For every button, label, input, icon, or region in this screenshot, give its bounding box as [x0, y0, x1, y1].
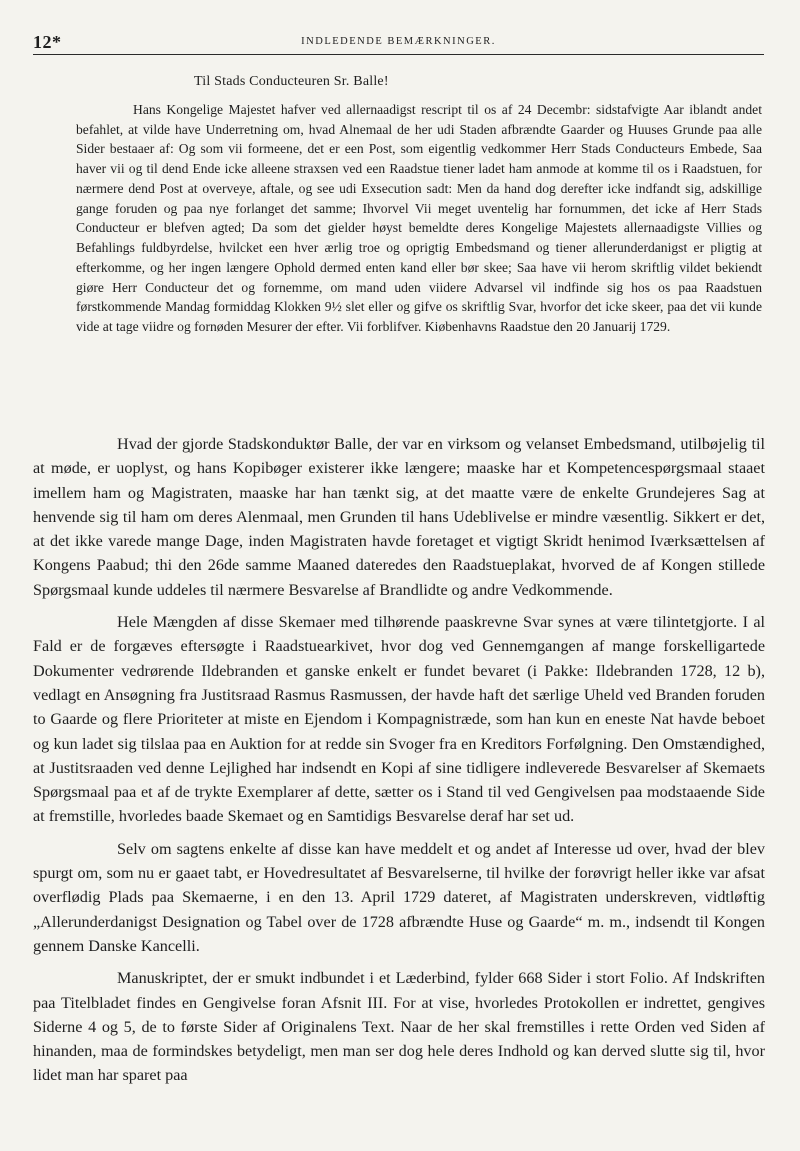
- paragraph: Hvad der gjorde Stadskonduktør Balle, der var en virksom og velanset Embedsmand, utilbøjelig til at møde, er uoplyst, og hans Kopibøger existerer ikke længere; maaske har et Kompetencespørgsmaal staaet imellem ham og Magistraten, maaske har han tænkt sig, at det maatte være de enkelte Grundejeres Sag at henvende sig til ham om deres Alenmaal, men Grunden til hans Udeblivelse er mindre væsentlig. Sikkert er det, at det ikke varede mange Dage, inden Magistraten havde foretaget et vigtigt Skridt henimod Iværksættelsen af Kongens Paabud; thi den 26de samme Maaned dateredes den Raadstueplakat, hvorved de af Kongen stillede Spørgsmaal kunde uddeles til nærmere Besvarelse af Brandlidte og andre Vedkommende.: [33, 435, 765, 599]
- letter-salutation: Til Stads Conducteuren Sr. Balle!: [194, 74, 389, 89]
- paragraph: Manuskriptet, der er smukt indbundet i et Læderbind, fylder 668 Sider i stort Folio. Af Indskriften paa Titelbladet findes en Gengivelse foran Afsnit III. For at vise, hvorledes Protokollen er indrettet, gengives Siderne 4 og 5, de to første Sider af Originalens Text. Naar de her skal fremstilles i rette Orden ved Siden af hinanden, maa de formindskes betydeligt, men man ser dog hele deres Indhold og kan derved slutte sig til, hvor lidet man har sparet paa: [33, 969, 765, 1085]
- letter-body: Hans Kongelige Majestet hafver ved allernaadigst rescript til os af 24 Decembr: sidstafvigte Aar iblandt andet befahlet, at vilde have Underretning om, hvad Alnemaal de her udi Staden afbrændte Gaarder og Huuses Grunde paa alle Sider bestaaer af: Og som vii formeene, det er een Post, som eigentlig vedkommer Herr Stads Conducteurs Embede, Saa haver vii og til dend Ende icke alleene straxsen ved een Raadstue tiener ladet ham anmode at komme til os i Raadstuen, for nærmere dend Post at overveye, aftale, og see udi Exsecution sadt: Men da hand dog derefter icke indfandt sig, adskillige gange foruden og paa nye forlanget det samme; Ihvorvel Vii meget uventelig har fornummen, det icke af Herr Stads Conducteur er blefven agted; Da som det gielder høyst bemeldte deres Kongelige Majestets allernaadigste Villies og Befahlings fuldbyrdelse, hvilcket een hver ærlig troe og oprigtig Embedsmand og tiener allerunderdanigst er pligtig at efterkomme, og her ingen længere Ophold dermed enten kand eller bør skee; Saa have vii herom skriftlig vildet bekiendt giøre Herr Conducteur det og fornemme, om mand uden viidere Advarsel vil indfinde sig hos os paa Raadstuen førstkommende Mandag formiddag Klokken 9½ slet eller og gifve os skriftlig Svar, hvorfor det icke skeer, paa det vii kunde vide at tage viidre og fornøden Mesurer der efter. Vii forblifver. Kiøbenhavns Raadstue den 20 Januarij 1729.: [76, 101, 762, 334]
- page-number: 12*: [33, 32, 62, 52]
- paragraph: Hele Mængden af disse Skemaer med tilhørende paaskrevne Svar synes at være tilintetgjorte. I al Fald er de forgæves eftersøgte i Raadstuearkivet, hvor dog ved Gennemgangen af mange forskelligartede Dokumenter vedrørende Ildebranden et ganske enkelt er fundet bevaret (i Pakke: Ildebranden 1728, 12 b), vedlagt en Ansøgning fra Justitsraad Rasmus Rasmussen, der havde haft det særlige Uheld ved Branden foruden to Gaarde og flere Prioriteter at miste en Ejendom i Kompagnistræde, som han kun en eneste Nat havde beboet og kun ladet sig tilslaa paa en Auktion for at redde sin Svoger fra en Kreditors Forfølgning. Den Omstændighed, at Justitsraaden ved denne Lejlighed har indsendt en Kopi af sine tidligere indleverede Besvarelser af Skemaets Spørgsmaal paa et af de trykte Exemplarer af dette, sætter os i Stand til ved Gengivelsen paa modstaaende Side at fremstille, hvorledes baade Skemaet og en Samtidigs Besvarelse deraf har set ud.: [33, 613, 765, 826]
- page-header: [33, 32, 764, 55]
- running-head: INDLEDENDE BEMÆRKNINGER.: [301, 36, 496, 47]
- paragraph: Selv om sagtens enkelte af disse kan have meddelt et og andet af Interesse ud over, hvad der blev spurgt om, som nu er gaaet tabt, er Hovedresultatet af Besvarelserne, til hvilke der forøvrigt heller ikke var afsat overflødig Plads paa Skemaerne, i en den 13. April 1729 dateret, af Magistraten underskreven, vidtløftig „Allerunderdanigst Designation og Tabel over de 1728 afbrændte Huse og Gaarde“ m. m., indsendt til Kongen gennem Danske Kancelli.: [33, 839, 765, 955]
- main-text: [33, 432, 765, 1088]
- quoted-letter: [76, 72, 762, 337]
